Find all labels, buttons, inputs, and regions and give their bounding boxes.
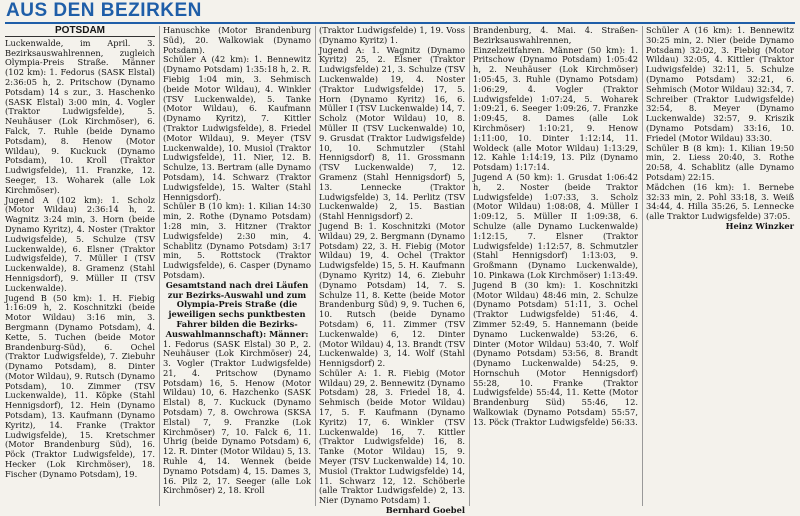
paragraph-jugend-a-zeitfahren: Jugend A (50 km): 1. Grusdat 1:06:42 h, 2. Noster (beide Traktor Ludwigsfelde) 1:07:33, 3. Scholz (Motor Wildau) 1:08:08, 4. Müller I 1:09:12, 5. Müller II 1:09:38, 6. Schulze (alle Dynamo Luckenwalde) 1:12:15, 7. Elsner (Traktor Ludwigsfelde) 1:12:57, 8. Schmutzler (Stahl Hennigsdorf) 1:13:03, 9. Großmann (Dynamo Luckenwalde), 10. Pinkawa (Lok Kirchmöser) 1:13:49. xyxy=(473,171,638,280)
paragraph-jugend-b: Jugend B (50 km): 1. H. Fiebig 1:16:09 h, 2. Koschnitzki (beide Motor Wildau) 3:16 min, 3. Bergmann (Dynamo Potsdam), 4. Kette, 5. Tuchen (beide Motor Brandenburg-Süd), 6. Ochel (Traktor Ludwigsfelde), 7. Ziebuhr (Dynamo Potsdam), 8. Dinter (Motor Wildau), 9. Rutsch (Dynamo Potsdam), 10. Zimmer (TSV Luckenwalde), 11. Köpke (Stahl Hennigsdorf), 12. Hein (Dynamo Potsdam), 13. Kaufmann (Dynamo Kyritz), 14. Franke (Traktor Ludwigsfelde), 15. Kretschmer (Motor Brandenburg Süd), 16. Pöck (Traktor Ludwigsfelde), 17. Hecker (Lok Kirchmöser), 18. Fischer (Dynamo Potsdam), 19. xyxy=(5,292,155,479)
paragraph-schueler-a-zeitfahren: Schüler A (16 km): 1. Bennewitz 30:25 min, 2. Nier (beide Dynamo Potsdam) 32:02, 3. Fiebig (Motor Wildau) 32:05, 4. Kittler (Traktor Ludwigsfelde) 32:11, 5. Schulze (Dynamo Potsdam) 32:21, 6. Sehmisch (Motor Wildau) 32:34, 7. Schreiber (Traktor Ludwigsfelde) 32:54, 8. Meyer (Dynamo Luckenwalde) 32:57, 9. Kriszik (Dynamo Potsdam) 33:16, 10. Friedel (Motor Wildau) 33:30. xyxy=(646,25,794,143)
column-2 xyxy=(163,26,311,506)
paragraph-report-brandenburg: Brandenburg, 4. Mai. 4. Straßen-Bezirksauswahlrennen, Einzelzeitfahren. Männer (50 km): 1. Pritschow (Dynamo Potsdam) 1:05:42 h, 2. Neuhäuser (Lok Kirchmöser) 1:05:45, 3. Ruhle (Dynamo Potsdam) 1:06:29, 4. Vogler (Traktor Ludwigsfelde) 1:07:24, 5. Woharek 1:09:21, 6. Seeger 1:09:26, 7. Franzke 1:09:45, 8. Dames (alle Lok Kirchmöser) 1:10:21, 9. Henow 1:11:00, 10. Dinter 1:12:14, 11. Woldeck (alle Motor Wildau) 1:13:29, 12. Kahle 1:14:19, 13. Pilz (Dynamo Potsdam) 1:17:14. xyxy=(473,25,638,173)
column-divider xyxy=(159,26,160,506)
column-divider xyxy=(469,26,470,506)
column-divider xyxy=(642,26,643,506)
paragraph-gesamtstand-maenner: 1. Fedorus (SASK Elstal) 30 P., 2. Neuhäuser (Lok Kirchmöser) 24, 3. Vogler (Traktor Ludwigsfelde) 21, 4. Pritschow (Dynamo Potsdam) 16, 5. Henow (Motor Wildau) 10, 6. Hazchenko (SASK Elstal) 8, 7. Kuckuck (Dynamo Potsdam) 7, 8. Owchrowa (SKSA Elstal) 7, 9. Franzke (Lok Kirchmöser) 7, 10. Falck 6, 11. Uhrig (beide Dynamo Potsdam) 6, 12. R. Dinter (Motor Wildau) 5, 13. Ruhle 4, 14. Wennek (beide Dynamo Potsdam) 4, 15. Dames 3, 16. Pilz 2, 17. Seeger (alle Lok Kirchmöser) 2, 18. Kroll xyxy=(163,338,311,496)
article-columns xyxy=(5,25,795,516)
section-headline: AUS DEN BEZIRKEN xyxy=(6,0,202,21)
author-signature: Bernhard Goebel xyxy=(385,505,465,516)
paragraph-schueler-a: Schüler A (42 km): 1. Bennewitz (Dynamo Potsdam) 1:35:18 h, 2. R. Fiebig 1:04 min, 3. Sehmisch (beide Motor Wildau), 4. Winkler (TSV Luckenwalde), 5. Tanke (Motor Wildau), 6. Kaufmann (Dynamo Kyritz), 7. Kittler (Traktor Ludwigsfelde), 8. Friedel (Motor Wildau), 9. Meyer (TSV Luckenwalde), 10. Musiol (Traktor Ludwigsfelde), 11. Nier, 12. B. Schulze, 13. Bertram (alle Dynamo Potsdam), 14. Schwarz (Traktor Ludwigsfelde), 15. Walter (Stahl Hennigsdorf). xyxy=(163,54,311,202)
column-4 xyxy=(473,26,638,506)
column-3 xyxy=(319,25,465,516)
paragraph-jugend-a: Jugend A (102 km): 1. Scholz (Motor Wildau) 2:36:14 h, 2. Wagnitz 3:24 min, 3. Horn (beide Dynamo Kyritz), 4. Noster (Traktor Ludwigsfelde), 5. Schulze (TSV Luckenwalde), 6. Elsner (Traktor Ludwigsfelde), 7. Müller I (TSV Luckenwalde), 8. Gramenz (Stahl Hennigsdorf), 9. Müller II (TSV Luckenwalde). xyxy=(5,194,155,293)
paragraph-schueler-b: Schüler B (10 km): 1. Kilian 14:30 min, 2. Rothe (Dynamo Potsdam) 1:28 min, 3. Hitzner (Traktor Ludwigsfelde) 2:30 min, 4. Schablitz (Dynamo Potsdam) 3:17 min, 5. Rottstock (Traktor Ludwigsfelde), 6. Casper (Dynamo Potsdam). xyxy=(163,201,311,280)
author-signature: Heinz Winzker xyxy=(725,220,794,231)
paragraph-schueler-b-zeitfahren: Schüler B (8 km): 1. Kilian 19:50 min, 2. Liess 20:40, 3. Rothe 20:58, 4. Schablitz (alle Dynamo Potsdam) 22:15. xyxy=(646,142,794,182)
paragraph-maedchen: Mädchen (16 km): 1. Bernebe 32:33 min, 2. Pohl 33:18, 3. Weiß 34:44, 4. Hilla 35:26, 5. Lennecke (alle Traktor Ludwigsfelde) 37:05. xyxy=(646,181,794,222)
column-5 xyxy=(646,26,794,266)
column-1 xyxy=(5,26,155,506)
paragraph-jugend-b-zeitfahren: Jugend B (30 km): 1. Koschnitzki (Motor Wildau) 48:46 min, 2. Schulze (Dynamo Potsdam) 51:11, 3. Ochel (Traktor Ludwigsfelde) 51:46, 4. Zimmer 52:49, 5. Hannemann (beide Dynamo Luckenwalde) 53:26, 6. Dinter (Motor Wildau) 53:40, 7. Wolf (Dynamo Potsdam) 53:56, 8. Brandt (Dynamo Luckenwalde) 54:25, 9. Hornschuh (Motor Hennigsdorf) 55:28, 10. Franke (Traktor Ludwigsfelde) 55:44, 11. Kette (Motor Brandenburg Süd) 55:46, 12. Walkowiak (Dynamo Potsdam) 55:57, 13. Pöck (Traktor Ludwigsfelde) 56:33. xyxy=(473,279,638,427)
paragraph-gesamt-schueler-a: Schüler A: 1. R. Fiebig (Motor Wildau) 29, 2. Bennewitz (Dynamo Potsdam) 28, 3. Friedel 18, 4. Sehmisch (beide Motor Wildau) 17, 5. F. Kaufmann (Dynamo Kyritz) 17, 6. Winkler (TSV Luckenwalde) 16, 7. Kittler (Traktor Ludwigsfelde) 16, 8. Tanke (Motor Wildau) 15, 9. Meyer (TSV Luckenwalde) 14, 10. Musiol (Traktor Ludwigsfelde) 14, 11. Schwarz 12, 12. Schöberle (alle Traktor Ludwigsfelde) 2, 13. Nier (Dynamo Potsdam) 1. xyxy=(319,367,465,506)
column-divider xyxy=(315,26,316,506)
location-heading: POTSDAM xyxy=(5,26,155,37)
paragraph-continued: Hanuschke (Motor Brandenburg Süd), 20. Walkowiak (Dynamo Potsdam). xyxy=(163,25,311,55)
paragraph-continued: (Traktor Ludwigsfelde) 1, 19. Voss (Dynamo Kyritz) 1. xyxy=(319,25,465,45)
paragraph-gesamt-jugend-a: Jugend A: 1. Wagnitz (Dynamo Kyritz) 25, 2. Elsner (Traktor Ludwigsfelde) 21, 3. Schulze (TSV Luckenwalde) 19, 4. Noster (Traktor Ludwigsfelde) 17, 5. Horn (Dynamo Kyritz) 16, 6. Müller I (TSV Luckenwalde) 14, 7. Scholz (Motor Wildau) 10, 8. Müller II (TSV Luckenwalde) 10, 9. Grusdat (Traktor Ludwigsfelde) 10, 10. Schmutzler (Stahl Hennigsdorf) 8, 11. Grossmann (TSV Luckenwalde) 7, 12. Gramenz (Stahl Hennigsdorf) 5, 13. Lennecke (Traktor Ludwigsfelde) 3, 14. Perlitz (TSV Luckenwalde) 2, 15. Bastian (Stahl Hennigsdorf) 2. xyxy=(319,44,465,222)
paragraph-gesamtstand-heading: Gesamtstand nach drei Läufen zur Bezirks-Auswahl und zum Olympia-Preis Straße (die jeweiligen sechs punktbesten Fahrer bilden die Bezirks-Auswahlmannschaft): Männer: xyxy=(165,279,309,339)
paragraph-gesamt-jugend-b: Jugend B: 1. Koschnitzki (Motor Wildau) 29, 2. Bergmann (Dynamo Potsdam) 22, 3. H. Fiebig (Motor Wildau) 19, 4. Ochel (Traktor Ludwigsfelde) 15, 5. H. Kaufmann (Dynamo Kyritz) 14, 6. Ziebuhr (Dynamo Potsdam) 14, 7. S. Schulze 11, 8. Kette (beide Motor Brandenburg Süd) 9, 9. Tuchen 6, 10. Rutsch (beide Dynamo Potsdam) 6, 11. Zimmer (TSV Luckenwalde) 6, 12. Dinter (Motor Wildau) 4, 13. Brandt (TSV Luckenwalde) 3, 14. Wolf (Stahl Hennigsdorf) 2. xyxy=(319,220,465,369)
paragraph-report-luckenwalde: Luckenwalde, im April. 3. Bezirksauswahlrennen, zugleich Olympia-Preis Straße. Männer (102 km): 1. Fedorus (SASK Elstal) 2:36:05 h, 2. Pritschow (Dynamo Potsdam) 14 s zur., 3. Haschenko (SASK Elstal) 3:00 min, 4. Vogler (Traktor Ludwigsfelde), 5. Neuhäuser (Lok Kirchmöser), 6. Falck, 7. Ruhle (beide Dynamo Potsdam), 8. Henow (Motor Wildau), 9. Kuckuck (Dynamo Potsdam), 10. Kroll (Traktor Ludwigsfelde), 11. Franzke, 12. Seeger, 13. Woharek (alle Lok Kirchmöser). xyxy=(5,37,155,195)
headline-rule xyxy=(5,22,795,24)
